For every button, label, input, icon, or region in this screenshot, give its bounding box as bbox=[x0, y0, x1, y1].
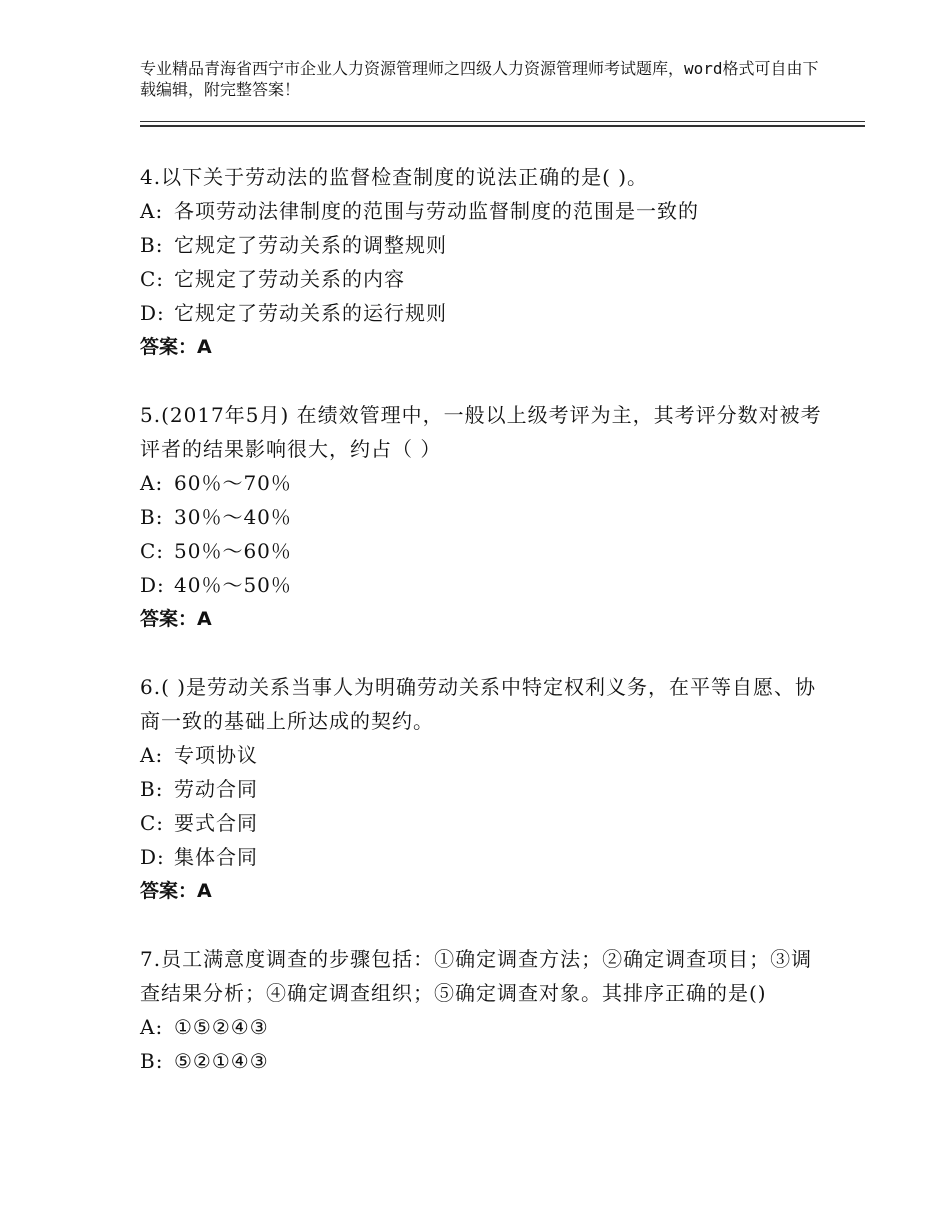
option-text: 集体合同 bbox=[174, 845, 258, 869]
answer: 答案：A bbox=[140, 880, 212, 902]
option-text: 要式合同 bbox=[174, 811, 258, 835]
option-a bbox=[140, 194, 830, 228]
option-letter: C: bbox=[140, 539, 165, 563]
option-letter: C: bbox=[140, 811, 165, 835]
option-d bbox=[140, 840, 830, 874]
option-letter: A: bbox=[140, 743, 164, 767]
option-d bbox=[140, 568, 830, 602]
option-letter: D: bbox=[140, 845, 165, 869]
option-text: 40％～50％ bbox=[174, 573, 292, 597]
question-list bbox=[140, 160, 830, 1112]
option-c bbox=[140, 806, 830, 840]
option-text: 各项劳动法律制度的范围与劳动监督制度的范围是一致的 bbox=[174, 199, 699, 223]
option-a bbox=[140, 738, 830, 772]
option-letter: A: bbox=[140, 1015, 164, 1039]
option-text: 专项协议 bbox=[174, 743, 258, 767]
option-letter: A: bbox=[140, 199, 164, 223]
question-text: 7.员工满意度调查的步骤包括：①确定调查方法；②确定调查项目；③调查结果分析；④确定调查组织；⑤确定调查对象。其排序正确的是() bbox=[140, 947, 813, 1005]
option-text: ①⑤②④③ bbox=[174, 1015, 269, 1039]
question-7 bbox=[140, 942, 830, 1078]
option-letter: D: bbox=[140, 301, 165, 325]
option-text: 它规定了劳动关系的调整规则 bbox=[174, 233, 447, 257]
option-b bbox=[140, 1044, 830, 1078]
option-a bbox=[140, 466, 830, 500]
option-text: 60％～70％ bbox=[174, 471, 292, 495]
option-text: 它规定了劳动关系的内容 bbox=[174, 267, 405, 291]
option-b bbox=[140, 500, 830, 534]
question-text: 4.以下关于劳动法的监督检查制度的说法正确的是( )。 bbox=[140, 165, 649, 189]
option-letter: B: bbox=[140, 777, 164, 801]
option-text: 劳动合同 bbox=[174, 777, 258, 801]
option-letter: B: bbox=[140, 505, 164, 529]
question-6 bbox=[140, 670, 830, 908]
option-a bbox=[140, 1010, 830, 1044]
option-letter: B: bbox=[140, 1049, 164, 1073]
option-letter: A: bbox=[140, 471, 164, 495]
option-b bbox=[140, 772, 830, 806]
option-text: 50％～60％ bbox=[174, 539, 292, 563]
option-b bbox=[140, 228, 830, 262]
option-text: ⑤②①④③ bbox=[174, 1049, 269, 1073]
option-text: 30％～40％ bbox=[174, 505, 292, 529]
option-c bbox=[140, 262, 830, 296]
option-c bbox=[140, 534, 830, 568]
option-letter: D: bbox=[140, 573, 165, 597]
question-5 bbox=[140, 398, 830, 636]
answer: 答案：A bbox=[140, 608, 212, 630]
option-letter: C: bbox=[140, 267, 165, 291]
question-4 bbox=[140, 160, 830, 364]
answer: 答案：A bbox=[140, 336, 212, 358]
option-d bbox=[140, 296, 830, 330]
question-text: 5.(2017年5月) 在绩效管理中，一般以上级考评为主，其考评分数对被考评者的结果影响很大，约占（ ） bbox=[140, 403, 822, 461]
header-rule-thick bbox=[140, 125, 865, 127]
document-header: 专业精品青海省西宁市企业人力资源管理师之四级人力资源管理师考试题库，word格式可自由下载编辑，附完整答案！ bbox=[140, 59, 819, 99]
question-text: 6.( )是劳动关系当事人为明确劳动关系中特定权利义务，在平等自愿、协商一致的基础上所达成的契约。 bbox=[140, 675, 817, 733]
option-letter: B: bbox=[140, 233, 164, 257]
option-text: 它规定了劳动关系的运行规则 bbox=[174, 301, 447, 325]
header-rule-thin bbox=[140, 121, 865, 122]
